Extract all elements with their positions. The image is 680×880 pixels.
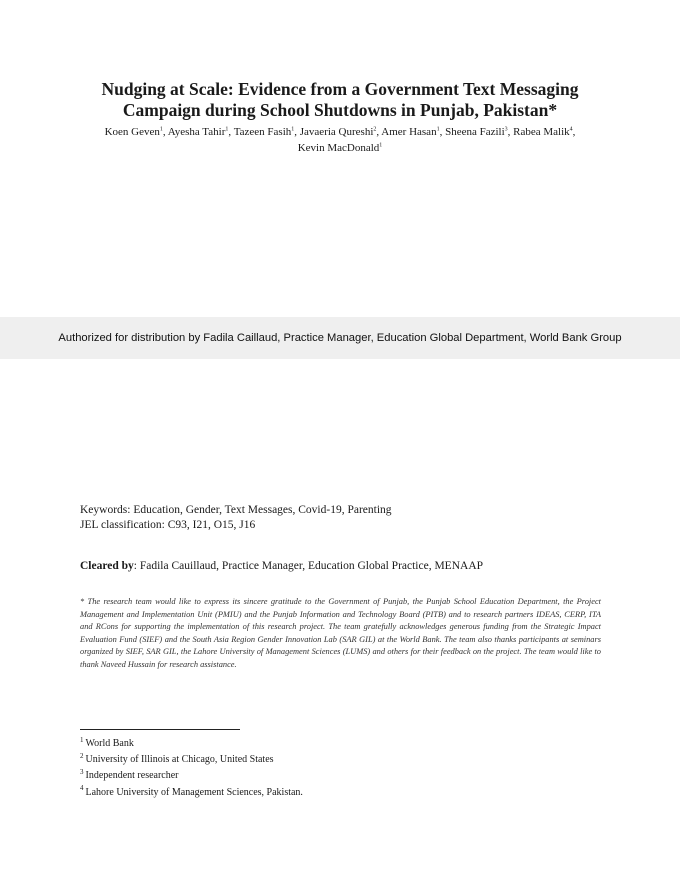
- footnote-text: Independent researcher: [85, 770, 179, 782]
- cleared-by-text: : Fadila Cauillaud, Practice Manager, Education Global Practice, MENAAP: [133, 560, 484, 572]
- author-name: Rabea Malik: [513, 126, 570, 138]
- author-name: Sheena Fazili: [445, 126, 505, 138]
- footnote-text: World Bank: [85, 738, 134, 749]
- author-affiliation-marker: 1: [379, 142, 383, 149]
- distribution-banner: [0, 317, 680, 359]
- keywords-line: Keywords: Education, Gender, Text Messages, Covid-19, Parenting: [80, 504, 392, 516]
- footnote-item: [80, 736, 303, 752]
- author-affiliation-marker: 1: [291, 126, 295, 133]
- cleared-by-label: Cleared by: [80, 560, 134, 572]
- footnote-number: 3: [80, 768, 84, 777]
- acknowledgement-note: * The research team would like to express its sincere gratitude to the Government of Punjab, the Punjab School Education Department, the Project Management and Implementation Unit (PMIU) and the Punjab Information and Technology Board (PITB) and to research partners IDEAS, CERP, ITA and RCons for supporting the implementation of this research project. The team gratefully acknowledges generous funding from the Strategic Impact Evaluation Fund (SIEF) and the South Asia Region Gender Innovation Lab (SAR GIL) at the World Bank. The team also thanks participants at seminars organized by SIEF, SAR GIL, the Lahore University of Management Sciences (LUMS) and others for their feedback on the project. The team would like to thank Naveed Hussain for research assistance.: [80, 597, 601, 669]
- footnote-divider: [80, 729, 240, 730]
- distribution-text: Authorized for distribution by Fadila Caillaud, Practice Manager, Education Global Department, World Bank Group: [58, 332, 622, 344]
- title-line-1: Nudging at Scale: Evidence from a Government Text Messaging: [101, 79, 579, 99]
- footnote-number: 2: [80, 751, 84, 760]
- author-affiliation-marker: 2: [373, 126, 377, 133]
- footnote-number: 1: [80, 735, 84, 744]
- author-affiliation-marker: 1: [159, 126, 163, 133]
- author-name: Javaeria Qureshi: [299, 126, 374, 138]
- jel-classification: JEL classification: C93, I21, O15, J16: [80, 519, 256, 531]
- footnotes: [80, 736, 303, 801]
- author-list: Koen Geven$^1$, Ayesha Tahir$^1$, Tazeen Fasih$^1$, Javaeria Qureshi$^2$, Amer Hasan$^1$, Sheena Fazili$^3$, Rabea Malik$^4$, Kevin MacDonald$^1$: [104, 126, 576, 154]
- cleared-by: [80, 559, 483, 574]
- footnote-text: Lahore University of Management Sciences, Pakistan.: [85, 786, 303, 798]
- author-affiliation-marker: 1: [225, 126, 229, 133]
- author-affiliation-marker: 3: [504, 126, 508, 133]
- author-affiliation-marker: 4: [569, 126, 573, 133]
- author-name: Kevin MacDonald: [297, 142, 380, 154]
- paper-title: [60, 79, 620, 121]
- footnote-item: [80, 785, 303, 801]
- keywords-block: [80, 503, 392, 533]
- footnote-item: [80, 768, 303, 784]
- author-name: Tazeen Fasih: [233, 126, 292, 138]
- author-name: Ayesha Tahir: [167, 126, 226, 138]
- title-line-2: Campaign during School Shutdowns in Punjab, Pakistan*: [122, 100, 558, 120]
- footnote-number: 4: [80, 784, 84, 793]
- author-name: Koen Geven: [104, 126, 160, 138]
- footnote-item: [80, 752, 303, 768]
- footnote-text: University of Illinois at Chicago, United States: [85, 754, 274, 766]
- author-affiliation-marker: 1: [436, 126, 440, 133]
- author-name: Amer Hasan: [381, 126, 437, 138]
